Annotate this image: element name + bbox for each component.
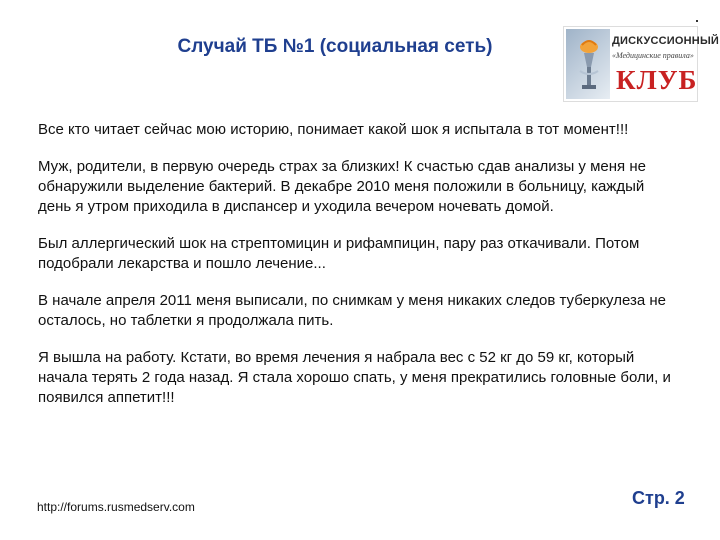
page-number: Стр. 2 (632, 488, 685, 508)
slide-title: Случай ТБ №1 (социальная сеть) (177, 36, 493, 57)
medical-lamp-icon (576, 37, 602, 93)
logo-subtitle: «Медицинские правила» (612, 51, 694, 60)
logo-club-word: КЛУБ (616, 65, 698, 95)
logo-emblem (566, 29, 610, 99)
paragraph-2: Муж, родители, в первую очередь страх за близких! К счастью сдав анализы у меня не обнаружили выделение бактерий. В декабре 2010 меня положили в больницу, каждый день я утром приходила в диспансер и уходила вечером ночевать домой. (38, 158, 646, 215)
paragraph-5: Я вышла на работу. Кстати, во время лечения я набрала вес с 52 кг до 59 кг, который начала терять 2 года назад. Я стала хорошо спать, у меня прекратились головные боли, и появился аппетит!!! (38, 349, 671, 406)
paragraph-3: Был аллергический шок на стрептомицин и рифампицин, пару раз откачивали. Потом подобрали лекарства и пошло лечение... (38, 235, 640, 272)
paragraph-4: В начале апреля 2011 меня выписали, по снимкам у меня никаких следов туберкулеза не осталось, но таблетки я продолжала пить. (38, 292, 667, 329)
club-logo (563, 26, 720, 102)
paragraph-1: Все кто читает сейчас мою историю, понимает какой шок я испытала в тот момент!!! (38, 121, 629, 138)
source-url: http://forums.rusmedserv.com (37, 500, 195, 514)
story-text (38, 120, 678, 425)
logo-top-text: ДИСКУССИОННЫЙ (612, 35, 720, 47)
corner-mark (696, 20, 698, 22)
